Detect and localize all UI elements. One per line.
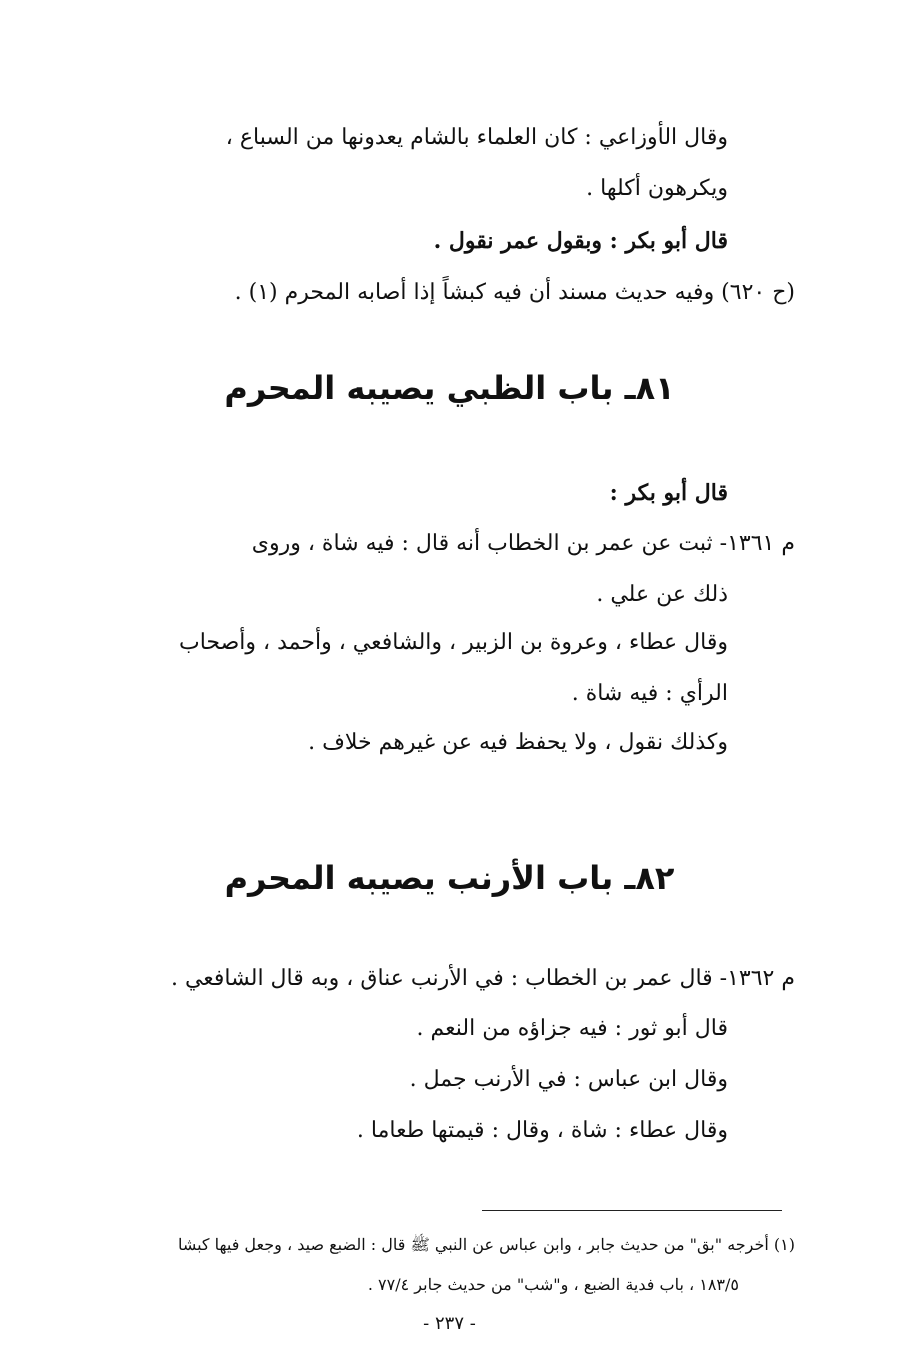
footnote-line: ١٨٣/٥ ، باب فدية الضبع ، و"شب" من حديث جابر ٧٧/٤ . [367,1275,739,1294]
text-line: قال أبو ثور : فيه جزاؤه من النعم . [416,1016,728,1041]
text-line: وقال ابن عباس : في الأرنب جمل . [409,1067,728,1092]
page-number: - ٢٣٧ - [423,1313,476,1334]
footnote-line: (١) أخرجه "بق" من حديث جابر ، وابن عباس عن النبي ﷺ قال : الضبع صيد ، وجعل فيها كبشا [177,1235,795,1254]
text-line: وقال عطاء : شاة ، وقال : قيمتها طعاما . [356,1118,728,1143]
chapter-heading: ٨٢ـ باب الأرنب يصيبه المحرم [224,859,675,897]
text-line: وكذلك نقول ، ولا يحفظ فيه عن غيرهم خلاف . [308,730,728,755]
text-line: الرأي : فيه شاة . [571,681,728,706]
author-statement: قال أبو بكر : وبقول عمر نقول . [433,228,728,254]
numbered-issue: م ١٣٦١- ثبت عن عمر بن الخطاب أنه قال : فيه شاة ، وروى [251,531,795,556]
hadith-reference: (ح ٦٢٠) وفيه حديث مسند أن فيه كبشاً إذا أصابه المحرم (١) . [234,280,795,305]
text-line: وقال الأوزاعي : كان العلماء بالشام يعدونها من السباع ، [225,125,728,150]
text-line: ويكرهون أكلها . [586,176,728,201]
numbered-issue: م ١٣٦٢- قال عمر بن الخطاب : في الأرنب عناق ، وبه قال الشافعي . [170,966,795,991]
author-statement: قال أبو بكر : [609,480,728,506]
footnote-separator [482,1210,782,1211]
text-line: ذلك عن علي . [596,582,728,607]
text-line: وقال عطاء ، وعروة بن الزبير ، والشافعي ، وأحمد ، وأصحاب [178,630,728,655]
chapter-heading: ٨١ـ باب الظبي يصيبه المحرم [224,369,675,407]
